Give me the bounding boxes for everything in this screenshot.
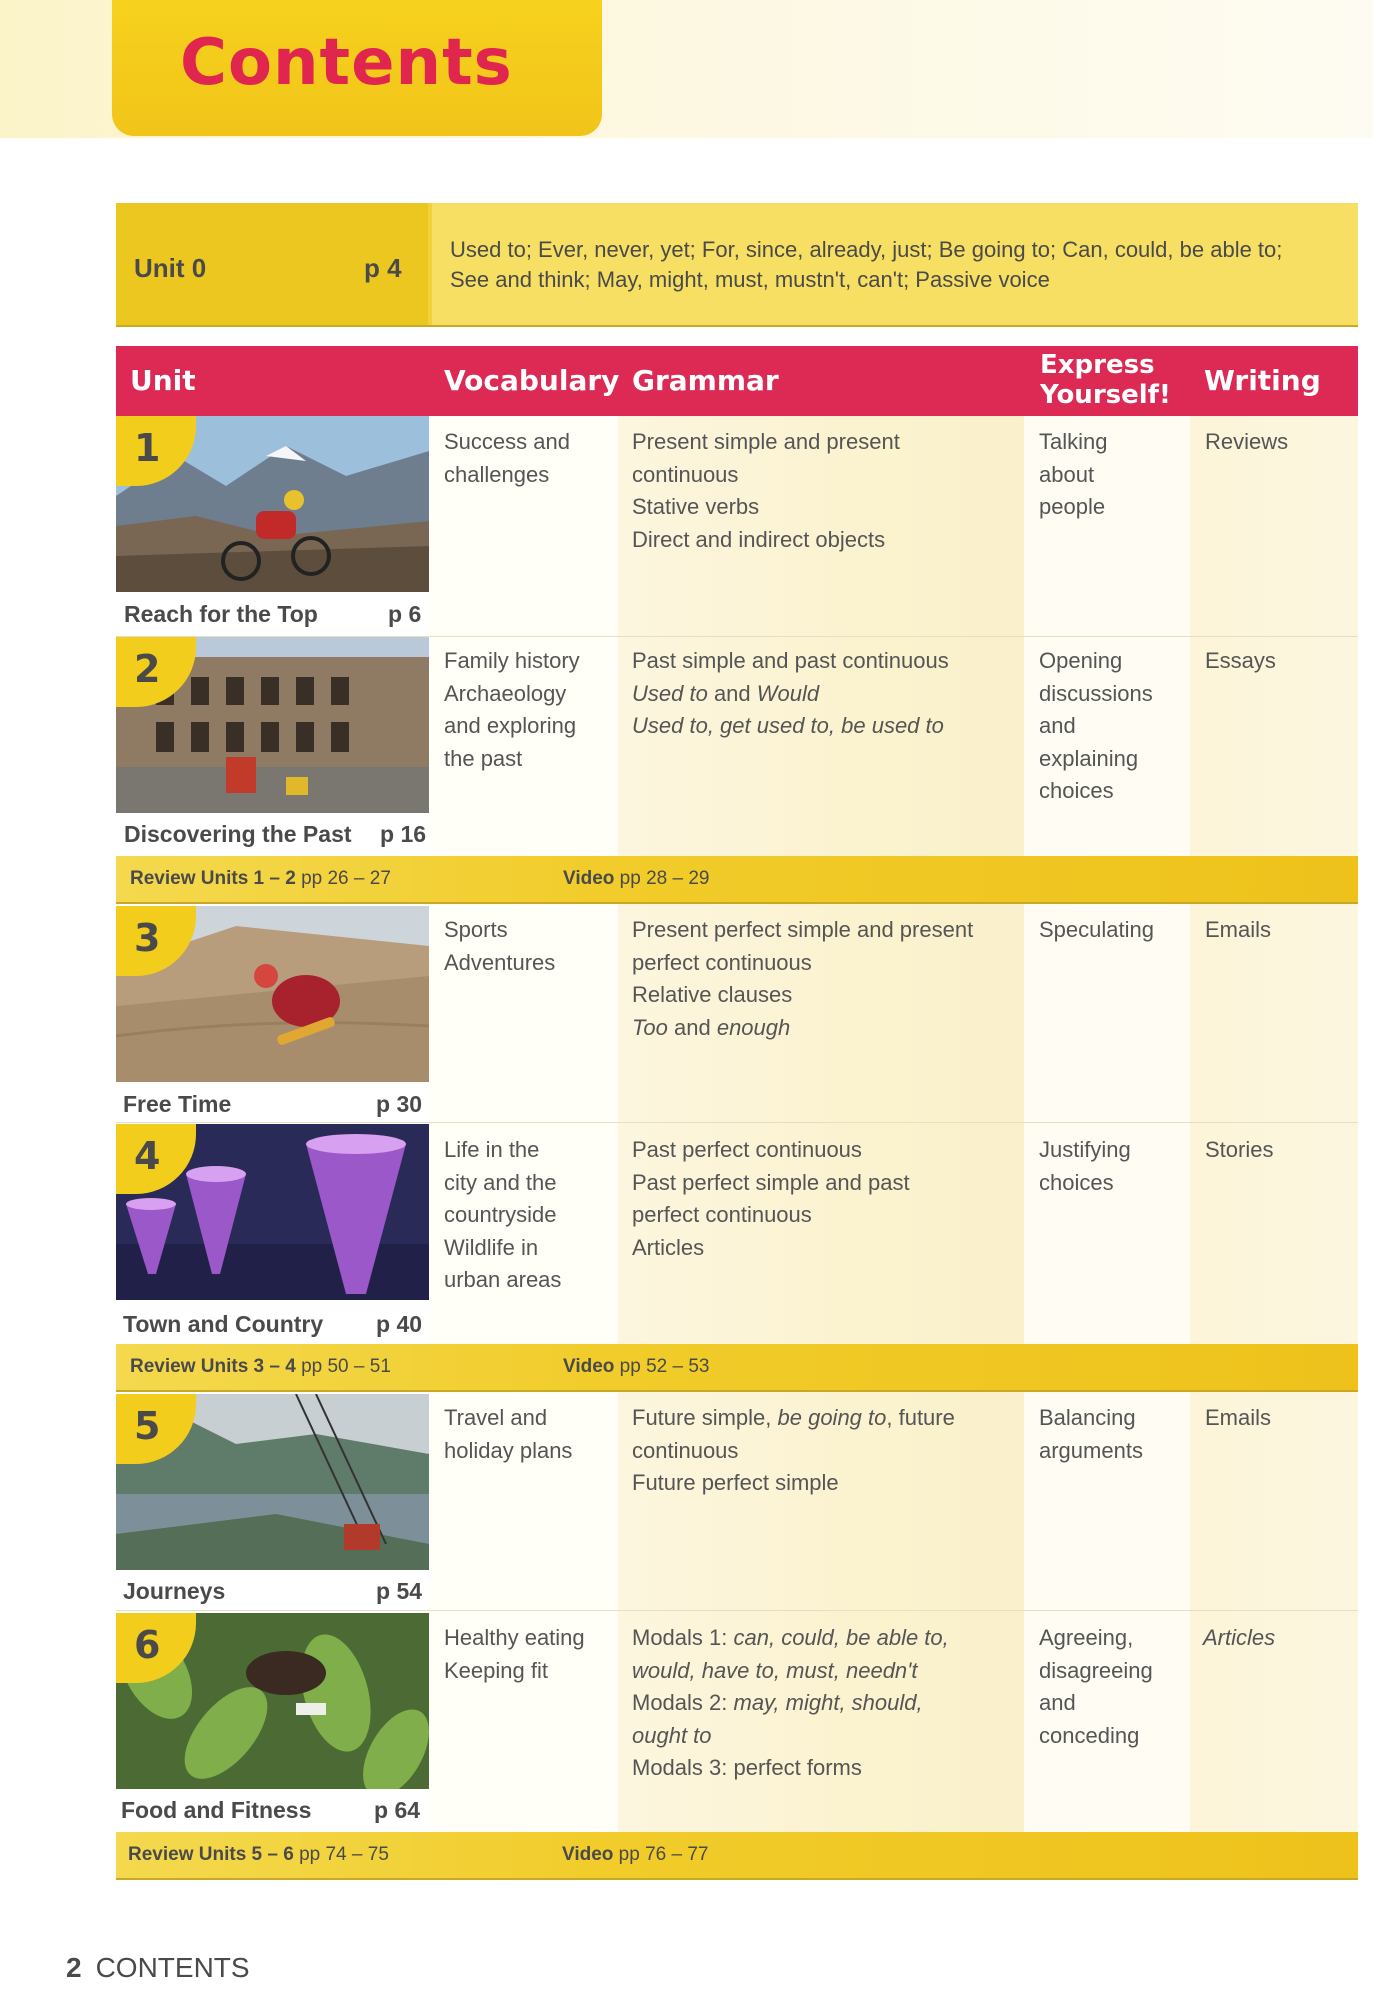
row-divider: [116, 1122, 1358, 1123]
vocab-line: Life in the: [444, 1137, 540, 1162]
unit-4-vocabulary: [444, 1134, 561, 1297]
row-divider: [116, 1610, 1358, 1611]
review-bar: [116, 1832, 1358, 1880]
header-writing: Writing: [1204, 364, 1321, 397]
unit-3-name: Free Time: [123, 1091, 232, 1117]
grammar-line: [632, 1622, 949, 1655]
video-pages: pp 52 – 53: [619, 1356, 710, 1377]
unit-1-writing: Reviews: [1205, 429, 1289, 454]
grammar-italic: may, might, should,: [733, 1690, 923, 1715]
unit-2-express: [1039, 645, 1153, 808]
vocab-line: the past: [444, 745, 523, 771]
grammar-plain: , future: [886, 1405, 955, 1430]
grammar-line: Stative verbs: [632, 494, 760, 519]
unit-4-grammar: [632, 1134, 910, 1264]
express-line: Agreeing,: [1039, 1625, 1134, 1650]
header-express-line1: Express: [1040, 350, 1155, 380]
header-unit: Unit: [130, 364, 196, 397]
grammar-line: [632, 1720, 949, 1753]
unit-2-page: p 16: [380, 821, 427, 847]
video-label: [563, 868, 709, 890]
grammar-italic: Used to, get used to, be used to: [632, 713, 944, 738]
grammar-line: perfect continuous: [632, 949, 812, 975]
grammar-line: Relative clauses: [632, 982, 793, 1007]
header-express: [1040, 350, 1171, 410]
grammar-plain: Modals 1:: [632, 1625, 734, 1650]
video-pages: pp 76 – 77: [618, 1844, 709, 1865]
grammar-line: [632, 1012, 973, 1045]
unit-number: 2: [134, 647, 161, 691]
grammar-plain: Modals 2:: [632, 1690, 734, 1715]
video-pages: pp 28 – 29: [619, 868, 710, 889]
grammar-line: [632, 1655, 949, 1688]
grammar-italic: Would: [756, 680, 820, 706]
vocab-line: countryside: [444, 1202, 557, 1227]
unit-6-writing: [1203, 1622, 1275, 1655]
grammar-line: [632, 1687, 949, 1720]
header-vocabulary: Vocabulary: [444, 364, 620, 397]
unit-1-name: Reach for the Top: [124, 601, 318, 627]
unit-0-topics-line2: See and think; May, might, must, mustn't, can't; Passive voice: [450, 267, 1050, 292]
unit-3-photo: [116, 906, 429, 1082]
grammar-line: Future perfect simple: [632, 1470, 839, 1495]
unit-1-vocabulary: [444, 426, 570, 491]
unit-6-photo: [116, 1613, 429, 1789]
grammar-line: continuous: [632, 461, 739, 487]
vocab-line: Archaeology: [444, 680, 567, 706]
page-footer: [66, 1952, 250, 1984]
express-line: conceding: [1039, 1722, 1140, 1748]
express-line: explaining: [1039, 745, 1139, 771]
review-pages: pp 74 – 75: [299, 1844, 389, 1865]
unit-5-name: Journeys: [123, 1578, 226, 1604]
unit-1-express: [1039, 426, 1107, 524]
express-line: Talking: [1039, 429, 1108, 454]
unit-6-name: Food and Fitness: [121, 1797, 312, 1823]
unit-1-photo: [116, 416, 429, 592]
grammar-line: Present simple and present: [632, 429, 900, 454]
unit-number: 6: [134, 1623, 161, 1667]
page-title: Contents: [180, 26, 513, 100]
express-line: about: [1039, 461, 1095, 487]
unit-2-writing: Essays: [1205, 648, 1276, 673]
vocab-line: and exploring: [444, 713, 577, 738]
unit-5-photo: [116, 1394, 429, 1570]
unit-6-express: [1039, 1622, 1153, 1752]
grammar-line: [632, 710, 949, 743]
unit-0-label: Unit 0: [134, 253, 207, 283]
grammar-line: Present perfect simple and present: [632, 917, 974, 942]
writing-italic: Articles: [1203, 1625, 1276, 1650]
grammar-italic: be going to: [777, 1405, 887, 1430]
express-line: discussions: [1039, 680, 1153, 706]
express-line: choices: [1039, 778, 1114, 803]
express-line: choices: [1039, 1169, 1114, 1195]
vocab-line: Healthy eating: [444, 1625, 585, 1650]
unit-0-row: [116, 203, 1358, 327]
unit-number: 5: [134, 1404, 161, 1448]
unit-6-grammar: [632, 1622, 949, 1785]
review-bar: [116, 856, 1358, 904]
video-word: Video: [562, 1844, 614, 1865]
vocab-line: urban areas: [444, 1267, 562, 1292]
unit-1-grammar: [632, 426, 900, 556]
review-bar: [116, 1344, 1358, 1392]
express-line: Speculating: [1039, 917, 1154, 942]
grammar-italic: enough: [716, 1014, 791, 1040]
header-express-line2: Yourself!: [1040, 380, 1171, 410]
express-line: Justifying: [1039, 1137, 1131, 1162]
express-line: Opening: [1039, 648, 1123, 673]
grammar-line: [632, 678, 949, 711]
review-label: [130, 868, 391, 890]
grammar-italic: can, could, be able to,: [733, 1625, 949, 1650]
unit-0-topics-line1: Used to; Ever, never, yet; For, since, already, just; Be going to; Can, could, be able to;: [450, 237, 1283, 262]
unit-6-page: p 64: [374, 1797, 421, 1823]
vocab-line: Success and: [444, 429, 570, 454]
unit-3-grammar: [632, 914, 973, 1044]
review-units: Review Units 1 – 2: [130, 868, 296, 889]
footer-label: CONTENTS: [95, 1952, 250, 1983]
vocab-line: Wildlife in: [444, 1234, 539, 1260]
grammar-line: continuous: [632, 1437, 739, 1463]
vocab-line: Keeping fit: [444, 1657, 548, 1683]
express-line: people: [1039, 494, 1106, 519]
video-label: [562, 1844, 708, 1866]
unit-4-name: Town and Country: [123, 1311, 324, 1337]
unit-5-grammar: [632, 1402, 955, 1500]
unit-2-photo: [116, 637, 429, 813]
table-header: [116, 346, 1358, 416]
grammar-plain: Future simple,: [632, 1405, 778, 1430]
unit-0-topics: [432, 203, 1358, 325]
grammar-italic: Used to: [632, 680, 708, 706]
unit-number: 4: [134, 1134, 161, 1178]
grammar-line: Articles: [632, 1234, 705, 1260]
video-label: [563, 1356, 709, 1378]
express-line: Balancing: [1039, 1405, 1136, 1430]
unit-4-page: p 40: [376, 1311, 423, 1337]
vocab-line: city and the: [444, 1169, 557, 1195]
unit-number: 3: [134, 916, 161, 960]
grammar-italic: would, have to, must, needn't: [632, 1657, 918, 1683]
unit-3-express: [1039, 914, 1154, 947]
express-line: and: [1039, 1690, 1076, 1715]
unit-5-express: [1039, 1402, 1143, 1467]
grammar-line: Direct and indirect objects: [632, 526, 886, 552]
review-units: Review Units 5 – 6: [128, 1844, 294, 1865]
unit-1-page: p 6: [388, 601, 422, 627]
express-line: arguments: [1039, 1437, 1143, 1463]
vocab-line: holiday plans: [444, 1437, 573, 1463]
review-label: [128, 1844, 389, 1866]
vocab-line: Family history: [444, 648, 580, 673]
unit-4-writing: Stories: [1205, 1137, 1274, 1162]
unit-5-writing: Emails: [1205, 1405, 1272, 1430]
unit-5-page: p 54: [376, 1578, 423, 1604]
video-word: Video: [563, 1356, 615, 1377]
review-label: [130, 1356, 391, 1378]
express-line: disagreeing: [1039, 1657, 1153, 1683]
grammar-italic: Too: [632, 1014, 668, 1040]
grammar-plain: and: [667, 1014, 717, 1040]
unit-4-photo: [116, 1124, 429, 1300]
grammar-line: Past perfect simple and past: [632, 1169, 910, 1195]
vocab-line: Travel and: [444, 1405, 548, 1430]
unit-number: 1: [134, 426, 161, 470]
unit-2-grammar: [632, 645, 949, 743]
unit-3-writing: Emails: [1205, 917, 1272, 942]
grammar-plain: and: [707, 680, 757, 706]
grammar-line: [632, 1402, 955, 1435]
vocab-line: challenges: [444, 461, 550, 487]
unit-5-vocabulary: [444, 1402, 572, 1467]
vocab-line: Adventures: [444, 949, 556, 975]
unit-2-vocabulary: [444, 645, 580, 775]
unit-3-vocabulary: [444, 914, 555, 979]
grammar-line: Past perfect continuous: [632, 1137, 862, 1162]
review-pages: pp 26 – 27: [301, 868, 391, 889]
unit-0-page: p 4: [364, 253, 402, 283]
video-word: Video: [563, 868, 615, 889]
unit-6-vocabulary: [444, 1622, 585, 1687]
header-grammar: Grammar: [632, 364, 779, 397]
review-units: Review Units 3 – 4: [130, 1356, 296, 1377]
express-line: and: [1039, 713, 1076, 738]
title-tab: [112, 0, 602, 136]
grammar-line: Modals 3: perfect forms: [632, 1755, 862, 1780]
unit-2-name: Discovering the Past: [124, 821, 352, 847]
grammar-italic: ought to: [632, 1722, 712, 1748]
grammar-line: Past simple and past continuous: [632, 648, 949, 673]
unit-4-express: [1039, 1134, 1131, 1199]
unit-3-page: p 30: [376, 1091, 423, 1117]
review-pages: pp 50 – 51: [301, 1356, 391, 1377]
unit-0-label-cell: [116, 203, 428, 325]
grammar-line: perfect continuous: [632, 1202, 812, 1227]
page-number: 2: [66, 1952, 82, 1983]
vocab-line: Sports: [444, 917, 508, 942]
